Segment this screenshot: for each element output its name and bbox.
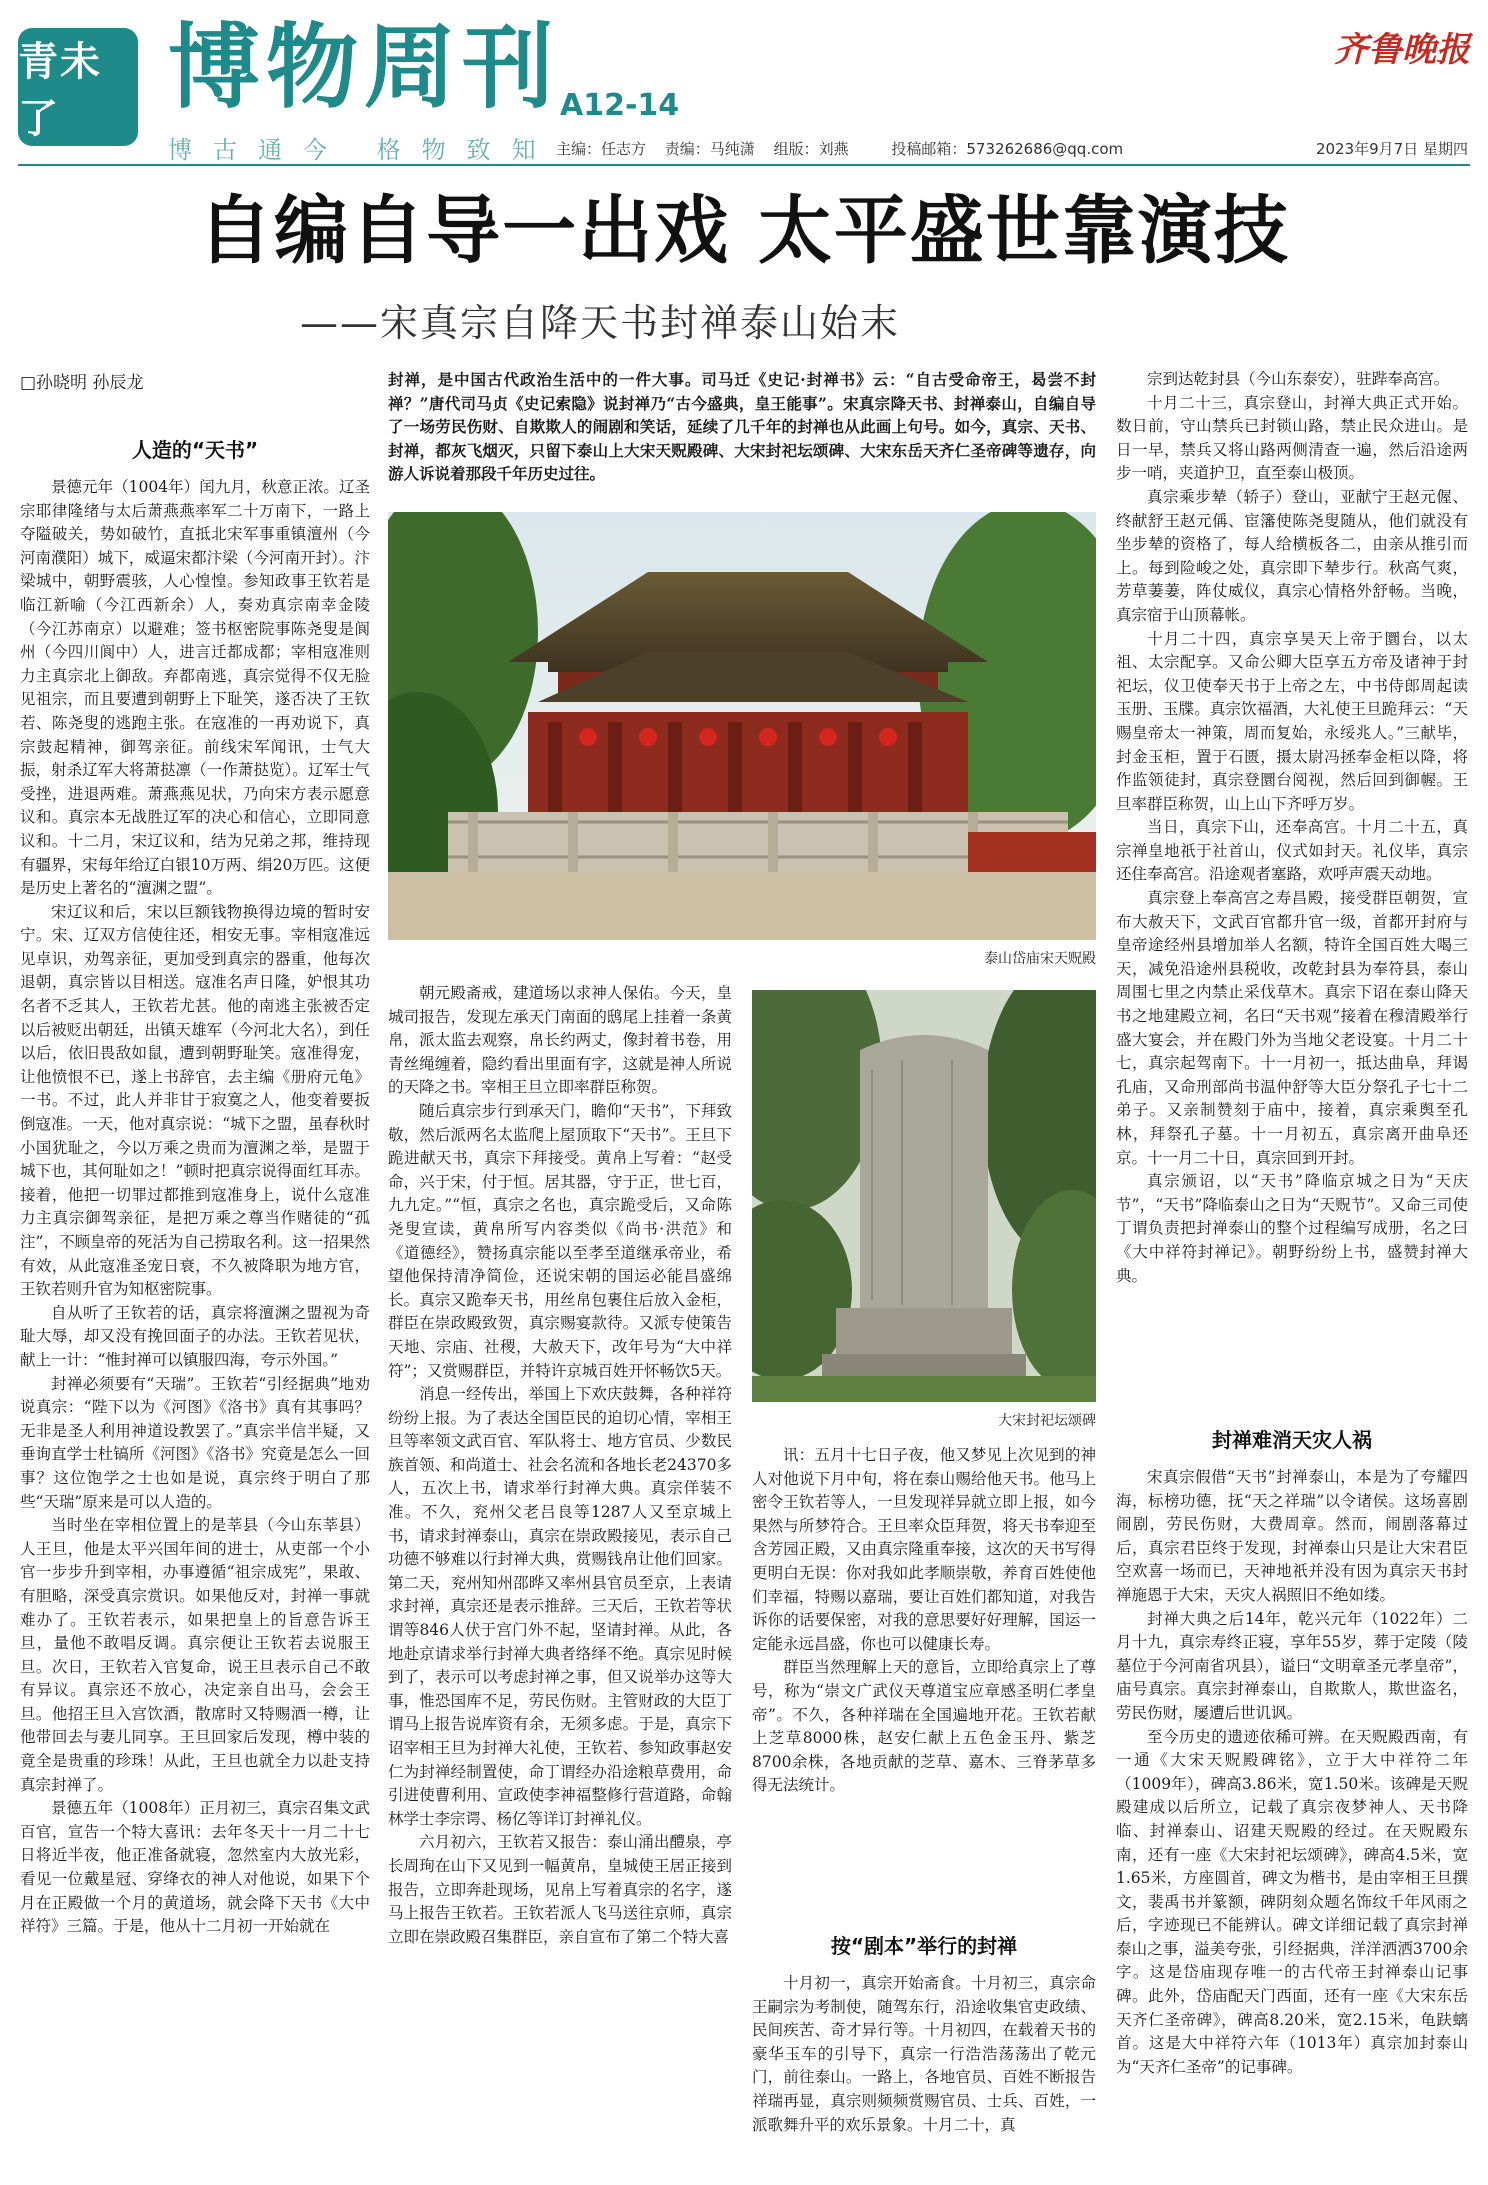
page-number: A12-14 [560, 88, 680, 123]
hall-image [388, 512, 1096, 940]
byline: □孙晓明 孙辰龙 [20, 373, 144, 393]
paragraph: 至今历史的遗迹依稀可辨。在天贶殿西南，有一通《大宋天贶殿碑铭》，立于大中祥符二年（1009年），碑高3.86米，宽1.50米。该碑是天贶殿建成以后所立，记载了真宗夜梦神人、天书降临、封禅泰山、诏建天贶殿的经过。在天贶殿东南，还有一座《大宋封祀坛颂碑》，碑高4.5米，宽1.65米，方座圆首，碑文为楷书，是由宰相王旦撰文，裴禹书并篆额，碑阴刻众题名饰纹千年风雨之后，字迹现已不能辨认。碑文详细记载了真宗封禅泰山之事，溢美夸张，引经据典，洋洋洒洒3700余字。这是岱庙现存唯一的古代帝王封禅泰山记事碑。此外，岱庙配天门西面，还有一座《大宋东岳天齐仁圣帝碑》，碑高8.20米，宽2.15米，龟趺螭首。这是大中祥符六年（1013年）真宗加封泰山为“天齐仁圣帝”的记事碑。 [1116, 1727, 1468, 2076]
subheadline: ——宋真宗自降天书封禅泰山始末 [300, 301, 901, 345]
section-title: 博物周刊 [168, 14, 561, 121]
stele-image [752, 990, 1096, 1402]
paragraph: 朝元殿斋戒，建道场以求神人保佑。今天，皇城司报告，发现左承天门南面的鸱尾上挂着一条黄帛，派太监去观察，帛长约两丈，像封着书卷，用青丝绳缠着，隐约看出里面有字，这就是神人所说的天降之书。宰相王旦立即率群臣称贺。 [388, 984, 732, 1097]
paragraph: 群臣当然理解上天的意旨，立即给真宗上了尊号，称为“崇文广武仪天尊道宝应章感圣明仁孝皇帝”。不久，各种祥瑞在全国遍地开花。王钦若献上芝草8000株，赵安仁献上五色金玉丹、紫芝8700余株，各地贡献的芝草、嘉木、三脊茅草多得无法统计。 [752, 1658, 1096, 1795]
column-2 [388, 982, 732, 2166]
paragraph: 十月二十四，真宗享昊天上帝于圜台，以太祖、太宗配享。又命公卿大臣享五方帝及诸神于封祀坛，仪卫使奉天书于上帝之左，中书侍郎周起读玉册、玉牒。真宗饮福酒，大礼使王旦跪拜云：“天赐皇帝太一神策，周而复始，永绥兆人。”三献毕，封金玉柜，置于石匮，摄太尉冯拯奉金柜以降，将作监领徒封，真宗登圜台阅视，然后回到御幄。王旦率群臣称贺，山上山下齐呼万岁。 [1116, 629, 1468, 813]
paragraph: 真宗颁诏，以“天书”降临京城之日为“天庆节”，“天书”降临泰山之日为“天贶节”。又命三司使丁谓负责把封禅泰山的整个过程编写成册，名之曰《大中祥符封禅记》。朝野纷纷上书，盛赞封禅大典。 [1116, 1172, 1468, 1285]
column-4-section-3 [1116, 1466, 1468, 2166]
paragraph: 十月初一，真宗开始斋食。十月初三，真宗命王嗣宗为考制使，随驾东行，沿途收集官吏政绩、民间疾苦、奇才异行等。十月初四，在载着天书的豪华玉车的引导下，真宗一行浩浩荡荡出了乾元门，前往泰山。一路上，各地官员、百姓不断报告祥瑞再显，真宗则频频赏赐官员、士兵、百姓，一派歌舞升平的欢乐景象。十月二十，真 [752, 1974, 1096, 2134]
photo-tiankuang-hall [388, 512, 1096, 940]
newspaper-logo: 齐鲁晚报 [1334, 30, 1470, 70]
paragraph: 景德元年（1004年）闰九月，秋意正浓。辽圣宗耶律隆绪与太后萧燕燕率军二十万南下，一路上夺隘破关，势如破竹，直抵北宋军事重镇澶州（今河南濮阳）城下，威逼宋都汴梁（今河南开封）。汴梁城中，朝野震骇，人心惶惶。参知政事王钦若是临江新喻（今江西新余）人，奏劝真宗南幸金陵（今江苏南京）以避难；签书枢密院事陈尧叟是阆州（今四川阆中）人，进言迁都成都；宰相寇准则力主真宗北上御敌。弃都南逃，真宗觉得不仅无脸见祖宗，而且要遭到朝野上下耻笑，遂否决了王钦若、陈尧叟的逃跑主张。在寇准的一再劝说下，真宗鼓起精神，御驾亲征。前线宋军闻讯，士气大振，射杀辽军大将萧挞凛（一作萧挞览）。辽军士气受挫，进退两难。萧燕燕见状，乃向宋方表示愿意议和。真宗本无战胜辽军的决心和信心，立即同意议和。十二月，宋辽议和，结为兄弟之邦，维持现有疆界，宋每年给辽白银10万两、绢20万匹。这便是历史上著名的“澶渊之盟”。 [20, 478, 370, 898]
section-heading: 按“剧本”举行的封禅 [830, 1934, 1018, 1958]
photo-caption: 大宋封祀坛颂碑 [998, 1413, 1096, 1429]
section-heading: 人造的“天书” [131, 438, 259, 462]
paragraph: 宋真宗假借“天书”封禅泰山，本是为了夸耀四海，标榜功德，抚“天之祥瑞”以令诸侯。这场喜剧闹剧，劳民伤财，大费周章。然而，闹剧落幕过后，真宗君臣终于发现，封禅泰山只是让大宋君臣空欢喜一场而已，天神地祇并没有因为真宗天书封禅施恩于大宋，天灾人祸照旧不绝如缕。 [1116, 1468, 1468, 1604]
paragraph: 消息一经传出，举国上下欢庆鼓舞，各种祥符纷纷上报。为了表达全国臣民的迫切心情，宰相王旦等率领文武百官、军队将士、地方官员、少数民族首领、和尚道士、社会名流和各地长老24370多人，五次上书，请求举行封禅大典。真宗佯装不准。不久，兖州父老吕良等1287人又至京城上书，请求封禅泰山，真宗在崇政殿接见，表示自己功德不够难以行封禅大典，赏赐钱帛让他们回家。第二天，兖州知州邵晔又率州县官员至京，上表请求封禅，真宗还是表示推辞。三天后，王钦若等状谓等846人伏于宫门外不起，坚请封禅。从此，各地赴京请求举行封禅大典者络绎不绝。真宗见时候到了，表示可以考虑封禅之事，但又说举办这等大事，惟恐国库不足，劳民伤财。主管财政的大臣丁谓马上报告说库资有余，无须多虑。于是，真宗下诏宰相王旦为封禅大礼使，王钦若、参知政事赵安仁为封禅经制置使，命丁谓经办沿途粮草费用，命引进使曹利用、宣政使李神福整修行营道路，命翰林学士李宗谔、杨亿等详订封禅礼仪。 [388, 1385, 732, 1828]
photo-caption: 泰山岱庙宋天贶殿 [984, 951, 1096, 967]
column-3-section-2 [752, 1972, 1096, 2166]
headline: 自编自导一出戏 太平盛世靠演技 [198, 188, 1290, 274]
photo-fengsi-stele [752, 990, 1096, 1402]
paragraph: 自从听了王钦若的话，真宗将澶渊之盟视为奇耻大辱，却又没有挽回面子的办法。王钦若见状，献上一计：“惟封禅可以镇服四海，夸示外国。” [20, 1303, 370, 1369]
column-3 [752, 1444, 1096, 1918]
paragraph: 真宗乘步辇（轿子）登山，亚献宁王赵元偓、终献舒王赵元偁、宦籓使陈尧叟随从，他们就没有坐步辇的资格了，每人给横板各二，由亲从推引而上。每到险峻之处，真宗即下辇步行。秋高气爽，芳草萋萋，阵仗威仪，真宗心情格外舒畅。当晚，真宗宿于山顶幕帐。 [1116, 487, 1468, 624]
paragraph: 讯：五月十七日子夜，他又梦见上次见到的神人对他说下月中旬，将在泰山赐给他天书。他马上密令王钦若等人，一旦发现祥异就立即上报，如今果然与所梦符合。王旦率众臣拜贺，将天书奉迎至含芳园正殿，又由真宗隆重奉接，这次的天书写得更明白无误：你对我如此孝顺崇敬，养育百姓使他们幸福，特赐以嘉瑞，要让百姓们都知道，对我告诉你的话要保密，对我的意思要好好理解，国运一定能永远昌盛，你也可以健康长寿。 [752, 1446, 1096, 1653]
column-1 [20, 476, 370, 2166]
paragraph: 景德五年（1008年）正月初三，真宗召集文武百官，宣告一个特大喜讯：去年冬天十一月二十七日将近半夜，他正准备就寝，忽然室内大放光彩，看见一位戴星冠、穿绛衣的神人对他说，如果下个月在正殿做一个月的黄道场，就会降下天书《大中祥符》三篇。于是，他从十二月初一开始就在 [20, 1799, 370, 1936]
responsible-editor: 责编：马纯潇 [664, 140, 755, 158]
paragraph: 当日，真宗下山，还奉高宫。十月二十五，真宗禅皇地祇于社首山，仪式如封天。礼仪毕，真宗还住奉高宫。沿途观者塞路，欢呼声震天动地。 [1116, 818, 1468, 884]
section-heading: 封禅难消天灾人祸 [1212, 1428, 1372, 1452]
slogan: 博古通今 格物致知 [168, 136, 557, 164]
paragraph: 随后真宗步行到承天门，瞻仰“天书”，下拜致敬，然后派两名太监爬上屋顶取下“天书”。王旦下跪进献天书，真宗下拜接受。黄帛上写着：“赵受命，兴于宋，付于恒。居其器，守于正，世七百，九九定。”“恒，真宗之名也，真宗跪受后，又命陈尧叟宣读，黄帛所写内容类似《尚书·洪范》和《道德经》，赞扬真宗能以至孝至道继承帝业，希望他保持清净简俭，还说宋朝的国运必能昌盛绵长。真宗又跪奉天书，用丝帛包裹住后放入金柜，群臣在崇政殿致贺，真宗赐宴款待。又派专使策告天地、宗庙、社稷，大赦天下，改年号为“大中祥符”；又赏赐群臣，并特许京城百姓开怀畅饮5天。 [388, 1101, 732, 1380]
masthead-rule [18, 164, 1470, 166]
paragraph: 十月二十三，真宗登山，封禅大典正式开始。数日前，守山禁兵已封锁山路，禁止民众进山。是日一早，禁兵又将山路两侧清查一遍，然后沿途两步一哨，夹道护卫，直至泰山极顶。 [1116, 393, 1468, 483]
brand-logo: 青未了 [18, 28, 138, 146]
submission-email: 投稿邮箱：573262686@qq.com [891, 140, 1124, 158]
paragraph: 真宗登上奉高宫之寿昌殿，接受群臣朝贺，宣布大赦天下，文武百官都升官一级，首都开封府与皇帝途经州县增加举人名额，特许全国百姓大喝三天，减免沿途州县税收，改乾封县为奉符县，泰山周围七里之内禁止采伐草木。真宗下诏在泰山降天书之地建殿立祠，名曰“天书观”接着在穆清殿举行盛大宴会，并在殿门外为当地父老设宴。十月二十七，真宗起驾南下。十一月初一，抵达曲阜，拜谒孔庙，又命刑部尚书温仲舒等大臣分祭孔子七十二弟子。又亲制赞刻于庙中，接着，真宗乘舆至孔林，拜祭孔子墓。十一月初五，真宗离开曲阜还京。十一月二十日，真宗回到开封。 [1116, 889, 1468, 1167]
column-4 [1116, 368, 1468, 1413]
paragraph: 六月初六，王钦若又报告：泰山涌出醴泉，亭长周珣在山下又见到一幅黄帛，皇城使王居正接到报告，立即奔赴现场，见帛上写着真宗的名字，遂马上报告王钦若。王钦若派人飞马送往京师，真宗立即在崇政殿召集群臣，亲自宣布了第二个特大喜 [388, 1833, 732, 1946]
paragraph: 封禅大典之后14年，乾兴元年（1022年）二月十九，真宗寿终正寝，享年55岁，葬于定陵（陵墓位于今河南省巩县），谥曰“文明章圣元孝皇帝”，庙号真宗。真宗封禅泰山，自欺欺人，欺世盗名，劳民伤财，屡遭后世讥讽。 [1116, 1609, 1468, 1722]
paragraph: 封禅必须要有“天瑞”。王钦若“引经据典”地劝说真宗：“陛下以为《河图》《洛书》真有其事吗？无非是圣人利用神道设教罢了。”真宗半信半疑，又垂询直学士杜镐所《河图》《洛书》究竟是怎么一回事？这位饱学之士也如是说，真宗终于明白了那些“天瑞”原来是可以人造的。 [20, 1374, 370, 1511]
issue-date: 2023年9月7日 星期四 [1315, 140, 1468, 158]
paragraph: 宗到达乾封县（今山东泰安），驻跸奉高宫。 [1147, 370, 1450, 388]
layout-editor: 组版：刘燕 [773, 140, 849, 158]
article-lead: 封禅，是中国古代政治生活中的一件大事。司马迁《史记·封禅书》云：“自古受命帝王，曷尝不封禅？”唐代司马贞《史记索隐》说封禅乃“古今盛典，皇王能事”。宋真宗降天书、封禅泰山，自编自导了一场劳民伤财、自欺欺人的闹剧和笑话，延续了几千年的封禅也从此画上句号。如今，真宗、天书、封禅，都灰飞烟灭，只留下泰山上大宋天贶殿碑、大宋封祀坛颂碑、大宋东岳天齐仁圣帝碑等遗存，向游人诉说着那段千年历史过往。 [388, 370, 1096, 484]
paragraph: 宋辽议和后，宋以巨额钱物换得边境的暂时安宁。宋、辽双方信使往还，相安无事。宰相寇准远见卓识，劝驾亲征，更加受到真宗的器重，他每次退朝，真宗皆以目相送。寇准名声日隆，妒恨其功名者不乏其人，王钦若尤甚。他的南逃主张被否定以后被贬出朝廷，出镇天雄军（今河北大名），到任以后，依旧畏敌如鼠，遭到朝野耻笑。寇准得宠，让他愤恨不已，遂上书辞官，去主编《册府元龟》一书。不过，此人并非甘于寂寞之人，他变着要扳倒寇准。一天，他对真宗说：“城下之盟，虽春秋时小国犹耻之，今以万乘之贵而为澶渊之举，是盟于城下也，其何耻如之！”顿时把真宗说得面红耳赤。接着，他把一切罪过都推到寇准身上，说什么寇准力主真宗御驾亲征，是把万乘之尊当作赌徒的“孤注”，不顾皇帝的死活为自己捞取名利。这一招果然有效，从此寇准圣宠日衰，不久被降职为地方官，王钦若则升官为知枢密院事。 [20, 902, 370, 1299]
editor: 主编：任志方 [556, 140, 647, 158]
credits [556, 138, 1137, 159]
paragraph: 当时坐在宰相位置上的是莘县（今山东莘县）人王旦，他是太平兴国年间的进士，从吏部一个小官一步步升到宰相，办事遵循“祖宗成宪”，果敢、有胆略，深受真宗赏识。如果他反对，封禅一事就难办了。王钦若表示，如果把皇上的旨意告诉王旦，量他不敢唱反调。真宗便让王钦若去说服王旦。次日，王钦若入官复命，说王旦表示自己不敢有异议。真宗还不放心，决定亲自出马，会会王旦。他招王旦入宫饮酒，散席时又特赐酒一樽，让他带回去与妻儿同享。王旦回家后发现，樽中装的竟全是贵重的珍珠！从此，王旦也就全力以赴支持真宗封禅了。 [20, 1516, 370, 1794]
